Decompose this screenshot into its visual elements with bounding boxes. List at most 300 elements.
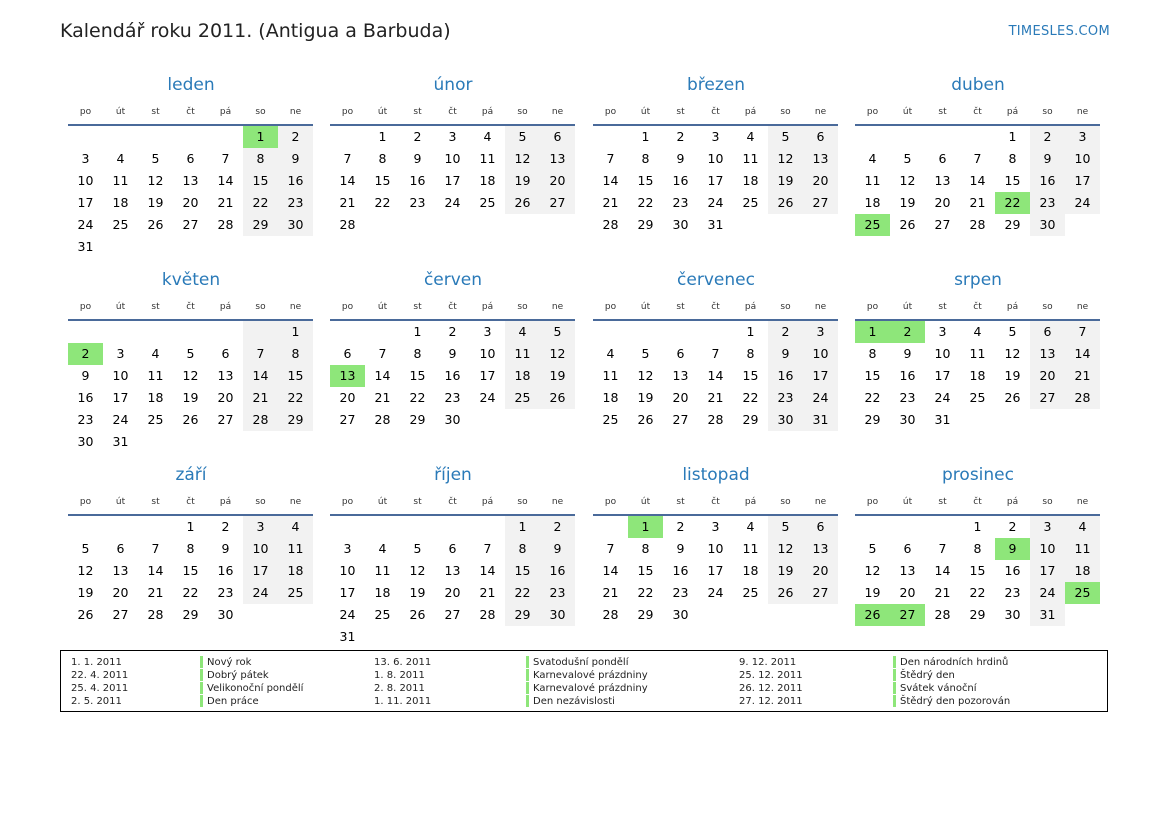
day-cell[interactable]: 9 (413, 151, 422, 166)
day-cell[interactable]: 16 (540, 560, 575, 582)
day-cell[interactable]: 22 (182, 585, 199, 600)
day-cell[interactable]: 24 (1065, 192, 1100, 214)
day-cell[interactable]: 13 (182, 173, 199, 188)
day-cell[interactable]: 4 (606, 346, 615, 361)
day-cell[interactable]: 20 (672, 390, 689, 405)
day-cell[interactable]: 26 (637, 412, 654, 427)
day-cell[interactable]: 22 (243, 192, 278, 214)
day-cell[interactable]: 5 (151, 151, 160, 166)
day-cell[interactable]: 3 (116, 346, 125, 361)
day-cell[interactable]: 24 (444, 195, 461, 210)
day-cell[interactable]: 30 (899, 412, 916, 427)
day-cell[interactable]: 8 (746, 346, 755, 361)
day-cell[interactable]: 8 (278, 343, 313, 365)
day-cell[interactable]: 20 (1030, 365, 1065, 387)
day-cell[interactable]: 11 (742, 541, 759, 556)
day-cell[interactable]: 13 (540, 148, 575, 170)
day-cell[interactable]: 23 (278, 192, 313, 214)
day-cell[interactable]: 19 (768, 170, 803, 192)
day-cell[interactable]: 21 (147, 585, 164, 600)
day-cell[interactable]: 17 (707, 173, 724, 188)
day-cell[interactable]: 2 (768, 321, 803, 343)
day-cell[interactable]: 19 (1004, 368, 1021, 383)
day-cell[interactable]: 2 (68, 343, 103, 365)
day-cell[interactable]: 24 (1030, 582, 1065, 604)
day-cell[interactable]: 5 (186, 346, 195, 361)
day-cell[interactable]: 6 (903, 541, 912, 556)
day-cell[interactable]: 10 (707, 541, 724, 556)
day-cell[interactable]: 12 (77, 563, 94, 578)
day-cell[interactable]: 31 (1030, 604, 1065, 626)
day-cell[interactable]: 11 (864, 173, 881, 188)
day-cell[interactable]: 15 (742, 368, 759, 383)
day-cell[interactable]: 8 (973, 541, 982, 556)
day-cell[interactable]: 14 (374, 368, 391, 383)
day-cell[interactable]: 9 (676, 151, 685, 166)
day-cell[interactable]: 14 (707, 368, 724, 383)
day-cell[interactable]: 5 (768, 516, 803, 538)
day-cell[interactable]: 8 (378, 151, 387, 166)
day-cell[interactable]: 31 (934, 412, 951, 427)
day-cell[interactable]: 12 (1004, 346, 1021, 361)
day-cell[interactable]: 19 (864, 585, 881, 600)
day-cell[interactable]: 18 (969, 368, 986, 383)
day-cell[interactable]: 24 (707, 195, 724, 210)
day-cell[interactable]: 21 (243, 387, 278, 409)
day-cell[interactable]: 16 (672, 563, 689, 578)
day-cell[interactable]: 10 (339, 563, 356, 578)
day-cell[interactable]: 18 (1065, 560, 1100, 582)
day-cell[interactable]: 26 (1004, 390, 1021, 405)
day-cell[interactable]: 31 (707, 217, 724, 232)
day-cell[interactable]: 29 (637, 607, 654, 622)
day-cell[interactable]: 10 (479, 346, 496, 361)
day-cell[interactable]: 11 (112, 173, 129, 188)
day-cell[interactable]: 27 (803, 192, 838, 214)
day-cell[interactable]: 19 (540, 365, 575, 387)
day-cell[interactable]: 4 (278, 516, 313, 538)
day-cell[interactable]: 24 (479, 390, 496, 405)
day-cell[interactable]: 21 (374, 390, 391, 405)
day-cell[interactable]: 16 (278, 170, 313, 192)
day-cell[interactable]: 29 (637, 217, 654, 232)
day-cell[interactable]: 28 (602, 217, 619, 232)
day-cell[interactable]: 14 (602, 173, 619, 188)
day-cell[interactable]: 30 (1004, 607, 1021, 622)
day-cell[interactable]: 15 (637, 173, 654, 188)
day-cell[interactable]: 29 (1004, 217, 1021, 232)
day-cell[interactable]: 3 (243, 516, 278, 538)
day-cell[interactable]: 3 (938, 324, 947, 339)
day-cell[interactable]: 9 (221, 541, 230, 556)
day-cell[interactable]: 7 (1065, 321, 1100, 343)
day-cell[interactable]: 22 (409, 390, 426, 405)
day-cell[interactable]: 25 (479, 195, 496, 210)
day-cell[interactable]: 23 (540, 582, 575, 604)
day-cell[interactable]: 9 (81, 368, 90, 383)
day-cell[interactable]: 21 (934, 585, 951, 600)
day-cell[interactable]: 15 (1004, 173, 1021, 188)
day-cell[interactable]: 28 (969, 217, 986, 232)
day-cell[interactable]: 19 (77, 585, 94, 600)
day-cell[interactable]: 2 (890, 321, 925, 343)
day-cell[interactable]: 25 (278, 582, 313, 604)
day-cell[interactable]: 13 (803, 148, 838, 170)
day-cell[interactable]: 30 (444, 412, 461, 427)
day-cell[interactable]: 28 (1065, 387, 1100, 409)
day-cell[interactable]: 2 (413, 129, 422, 144)
day-cell[interactable]: 23 (444, 390, 461, 405)
day-cell[interactable]: 23 (768, 387, 803, 409)
day-cell[interactable]: 31 (803, 409, 838, 431)
day-cell[interactable]: 29 (505, 604, 540, 626)
day-cell[interactable]: 15 (637, 563, 654, 578)
day-cell[interactable]: 6 (1030, 321, 1065, 343)
day-cell[interactable]: 5 (903, 151, 912, 166)
day-cell[interactable]: 10 (77, 173, 94, 188)
day-cell[interactable]: 13 (672, 368, 689, 383)
day-cell[interactable]: 27 (217, 412, 234, 427)
day-cell[interactable]: 4 (746, 519, 755, 534)
day-cell[interactable]: 5 (81, 541, 90, 556)
day-cell[interactable]: 28 (243, 409, 278, 431)
day-cell[interactable]: 25 (112, 217, 129, 232)
day-cell[interactable]: 22 (374, 195, 391, 210)
day-cell[interactable]: 26 (768, 192, 803, 214)
day-cell[interactable]: 9 (903, 346, 912, 361)
day-cell[interactable]: 30 (540, 604, 575, 626)
day-cell[interactable]: 23 (672, 585, 689, 600)
day-cell[interactable]: 29 (864, 412, 881, 427)
day-cell[interactable]: 23 (409, 195, 426, 210)
day-cell[interactable]: 2 (448, 324, 457, 339)
day-cell[interactable]: 2 (278, 126, 313, 148)
day-cell[interactable]: 6 (803, 126, 838, 148)
day-cell[interactable]: 19 (409, 585, 426, 600)
day-cell[interactable]: 15 (505, 560, 540, 582)
day-cell[interactable]: 1 (1008, 129, 1017, 144)
day-cell[interactable]: 18 (374, 585, 391, 600)
day-cell[interactable]: 31 (112, 434, 129, 449)
day-cell[interactable]: 18 (602, 390, 619, 405)
day-cell[interactable]: 1 (243, 126, 278, 148)
day-cell[interactable]: 26 (77, 607, 94, 622)
day-cell[interactable]: 14 (479, 563, 496, 578)
day-cell[interactable]: 19 (637, 390, 654, 405)
day-cell[interactable]: 12 (768, 538, 803, 560)
day-cell[interactable]: 14 (969, 173, 986, 188)
day-cell[interactable]: 4 (483, 129, 492, 144)
day-cell[interactable]: 20 (182, 195, 199, 210)
day-cell[interactable]: 14 (217, 173, 234, 188)
day-cell[interactable]: 17 (707, 563, 724, 578)
day-cell[interactable]: 27 (444, 607, 461, 622)
day-cell[interactable]: 11 (1065, 538, 1100, 560)
day-cell[interactable]: 11 (374, 563, 391, 578)
day-cell[interactable]: 23 (672, 195, 689, 210)
day-cell[interactable]: 20 (934, 195, 951, 210)
day-cell[interactable]: 29 (969, 607, 986, 622)
day-cell[interactable]: 11 (147, 368, 164, 383)
day-cell[interactable]: 3 (711, 129, 720, 144)
day-cell[interactable]: 22 (742, 390, 759, 405)
day-cell[interactable]: 11 (278, 538, 313, 560)
day-cell[interactable]: 9 (448, 346, 457, 361)
day-cell[interactable]: 6 (676, 346, 685, 361)
day-cell[interactable]: 14 (1065, 343, 1100, 365)
day-cell[interactable]: 5 (768, 126, 803, 148)
day-cell[interactable]: 17 (934, 368, 951, 383)
day-cell[interactable]: 27 (934, 217, 951, 232)
day-cell[interactable]: 3 (803, 321, 838, 343)
day-cell[interactable]: 30 (768, 409, 803, 431)
day-cell[interactable]: 12 (864, 563, 881, 578)
day-cell[interactable]: 29 (243, 214, 278, 236)
day-cell[interactable]: 24 (707, 585, 724, 600)
day-cell[interactable]: 13 (444, 563, 461, 578)
day-cell[interactable]: 11 (505, 343, 540, 365)
day-cell[interactable]: 28 (147, 607, 164, 622)
day-cell[interactable]: 4 (1065, 516, 1100, 538)
day-cell[interactable]: 18 (864, 195, 881, 210)
day-cell[interactable]: 16 (444, 368, 461, 383)
day-cell[interactable]: 25 (742, 195, 759, 210)
day-cell[interactable]: 10 (707, 151, 724, 166)
day-cell[interactable]: 15 (374, 173, 391, 188)
day-cell[interactable]: 7 (151, 541, 160, 556)
day-cell[interactable]: 11 (602, 368, 619, 383)
day-cell[interactable]: 4 (378, 541, 387, 556)
day-cell[interactable]: 11 (969, 346, 986, 361)
day-cell[interactable]: 7 (378, 346, 387, 361)
day-cell[interactable]: 9 (768, 343, 803, 365)
day-cell[interactable]: 2 (1008, 519, 1017, 534)
day-cell[interactable]: 25 (505, 387, 540, 409)
day-cell[interactable]: 8 (1008, 151, 1017, 166)
day-cell[interactable]: 28 (602, 607, 619, 622)
day-cell[interactable]: 3 (448, 129, 457, 144)
day-cell[interactable]: 17 (1065, 170, 1100, 192)
day-cell[interactable]: 27 (112, 607, 129, 622)
day-cell[interactable]: 26 (505, 192, 540, 214)
day-cell[interactable]: 6 (343, 346, 352, 361)
day-cell[interactable]: 26 (899, 217, 916, 232)
day-cell[interactable]: 25 (742, 585, 759, 600)
day-cell[interactable]: 17 (444, 173, 461, 188)
day-cell[interactable]: 9 (540, 538, 575, 560)
day-cell[interactable]: 21 (479, 585, 496, 600)
day-cell[interactable]: 9 (995, 538, 1030, 560)
day-cell[interactable]: 9 (676, 541, 685, 556)
day-cell[interactable]: 28 (374, 412, 391, 427)
day-cell[interactable]: 24 (803, 387, 838, 409)
day-cell[interactable]: 23 (77, 412, 94, 427)
day-cell[interactable]: 19 (505, 170, 540, 192)
day-cell[interactable]: 19 (768, 560, 803, 582)
day-cell[interactable]: 15 (243, 170, 278, 192)
day-cell[interactable]: 30 (278, 214, 313, 236)
day-cell[interactable]: 24 (339, 607, 356, 622)
day-cell[interactable]: 14 (147, 563, 164, 578)
day-cell[interactable]: 1 (641, 129, 650, 144)
day-cell[interactable]: 10 (1030, 538, 1065, 560)
day-cell[interactable]: 16 (409, 173, 426, 188)
day-cell[interactable]: 21 (707, 390, 724, 405)
day-cell[interactable]: 8 (505, 538, 540, 560)
day-cell[interactable]: 5 (505, 126, 540, 148)
day-cell[interactable]: 28 (339, 217, 356, 232)
day-cell[interactable]: 27 (1030, 387, 1065, 409)
day-cell[interactable]: 20 (339, 390, 356, 405)
day-cell[interactable]: 14 (602, 563, 619, 578)
day-cell[interactable]: 26 (855, 604, 890, 626)
day-cell[interactable]: 6 (221, 346, 230, 361)
day-cell[interactable]: 3 (711, 519, 720, 534)
day-cell[interactable]: 2 (221, 519, 230, 534)
day-cell[interactable]: 13 (330, 365, 365, 387)
day-cell[interactable]: 25 (374, 607, 391, 622)
day-cell[interactable]: 13 (899, 563, 916, 578)
day-cell[interactable]: 1 (186, 519, 195, 534)
day-cell[interactable]: 1 (746, 324, 755, 339)
day-cell[interactable]: 17 (339, 585, 356, 600)
day-cell[interactable]: 13 (803, 538, 838, 560)
day-cell[interactable]: 27 (890, 604, 925, 626)
day-cell[interactable]: 27 (803, 582, 838, 604)
day-cell[interactable]: 3 (1065, 126, 1100, 148)
day-cell[interactable]: 27 (182, 217, 199, 232)
day-cell[interactable]: 20 (540, 170, 575, 192)
day-cell[interactable]: 16 (768, 365, 803, 387)
day-cell[interactable]: 29 (742, 412, 759, 427)
day-cell[interactable]: 1 (378, 129, 387, 144)
day-cell[interactable]: 22 (278, 387, 313, 409)
day-cell[interactable]: 12 (505, 148, 540, 170)
day-cell[interactable]: 13 (1030, 343, 1065, 365)
day-cell[interactable]: 28 (934, 607, 951, 622)
day-cell[interactable]: 24 (243, 582, 278, 604)
day-cell[interactable]: 22 (969, 585, 986, 600)
day-cell[interactable]: 1 (413, 324, 422, 339)
day-cell[interactable]: 10 (934, 346, 951, 361)
day-cell[interactable]: 17 (112, 390, 129, 405)
day-cell[interactable]: 17 (479, 368, 496, 383)
day-cell[interactable]: 2 (676, 519, 685, 534)
day-cell[interactable]: 5 (641, 346, 650, 361)
day-cell[interactable]: 1 (278, 321, 313, 343)
day-cell[interactable]: 4 (151, 346, 160, 361)
day-cell[interactable]: 18 (742, 563, 759, 578)
day-cell[interactable]: 25 (602, 412, 619, 427)
day-cell[interactable]: 4 (868, 151, 877, 166)
day-cell[interactable]: 27 (339, 412, 356, 427)
day-cell[interactable]: 23 (217, 585, 234, 600)
day-cell[interactable]: 13 (934, 173, 951, 188)
day-cell[interactable]: 12 (637, 368, 654, 383)
day-cell[interactable]: 26 (768, 582, 803, 604)
day-cell[interactable]: 17 (77, 195, 94, 210)
day-cell[interactable]: 30 (672, 607, 689, 622)
day-cell[interactable]: 6 (540, 126, 575, 148)
day-cell[interactable]: 18 (479, 173, 496, 188)
day-cell[interactable]: 16 (672, 173, 689, 188)
day-cell[interactable]: 20 (444, 585, 461, 600)
day-cell[interactable]: 1 (855, 321, 890, 343)
day-cell[interactable]: 4 (973, 324, 982, 339)
day-cell[interactable]: 19 (182, 390, 199, 405)
day-cell[interactable]: 14 (339, 173, 356, 188)
day-cell[interactable]: 12 (147, 173, 164, 188)
day-cell[interactable]: 16 (1030, 170, 1065, 192)
day-cell[interactable]: 6 (448, 541, 457, 556)
day-cell[interactable]: 19 (147, 195, 164, 210)
day-cell[interactable]: 16 (77, 390, 94, 405)
day-cell[interactable]: 31 (339, 629, 356, 644)
day-cell[interactable]: 17 (243, 560, 278, 582)
day-cell[interactable]: 25 (147, 412, 164, 427)
day-cell[interactable]: 28 (707, 412, 724, 427)
day-cell[interactable]: 6 (938, 151, 947, 166)
day-cell[interactable]: 5 (413, 541, 422, 556)
day-cell[interactable]: 8 (186, 541, 195, 556)
day-cell[interactable]: 29 (409, 412, 426, 427)
day-cell[interactable]: 17 (803, 365, 838, 387)
day-cell[interactable]: 10 (1065, 148, 1100, 170)
day-cell[interactable]: 20 (803, 170, 838, 192)
day-cell[interactable]: 3 (1030, 516, 1065, 538)
day-cell[interactable]: 13 (217, 368, 234, 383)
day-cell[interactable]: 15 (182, 563, 199, 578)
day-cell[interactable]: 30 (77, 434, 94, 449)
day-cell[interactable]: 26 (182, 412, 199, 427)
day-cell[interactable]: 15 (409, 368, 426, 383)
day-cell[interactable]: 2 (540, 516, 575, 538)
day-cell[interactable]: 7 (938, 541, 947, 556)
day-cell[interactable]: 7 (606, 541, 615, 556)
day-cell[interactable]: 15 (278, 365, 313, 387)
day-cell[interactable]: 18 (505, 365, 540, 387)
day-cell[interactable]: 8 (243, 148, 278, 170)
day-cell[interactable]: 9 (278, 148, 313, 170)
day-cell[interactable]: 29 (182, 607, 199, 622)
day-cell[interactable]: 30 (672, 217, 689, 232)
day-cell[interactable]: 8 (641, 541, 650, 556)
day-cell[interactable]: 18 (147, 390, 164, 405)
day-cell[interactable]: 21 (969, 195, 986, 210)
day-cell[interactable]: 23 (1030, 192, 1065, 214)
day-cell[interactable]: 8 (641, 151, 650, 166)
day-cell[interactable]: 10 (444, 151, 461, 166)
day-cell[interactable]: 12 (768, 148, 803, 170)
day-cell[interactable]: 30 (217, 607, 234, 622)
day-cell[interactable]: 12 (899, 173, 916, 188)
day-cell[interactable]: 6 (803, 516, 838, 538)
day-cell[interactable]: 9 (1030, 148, 1065, 170)
day-cell[interactable]: 23 (899, 390, 916, 405)
day-cell[interactable]: 13 (112, 563, 129, 578)
day-cell[interactable]: 27 (540, 192, 575, 214)
day-cell[interactable]: 16 (899, 368, 916, 383)
day-cell[interactable]: 7 (243, 343, 278, 365)
day-cell[interactable]: 17 (1030, 560, 1065, 582)
day-cell[interactable]: 4 (746, 129, 755, 144)
day-cell[interactable]: 22 (864, 390, 881, 405)
day-cell[interactable]: 22 (637, 195, 654, 210)
day-cell[interactable]: 16 (1004, 563, 1021, 578)
day-cell[interactable]: 3 (343, 541, 352, 556)
day-cell[interactable]: 4 (505, 321, 540, 343)
day-cell[interactable]: 1 (973, 519, 982, 534)
